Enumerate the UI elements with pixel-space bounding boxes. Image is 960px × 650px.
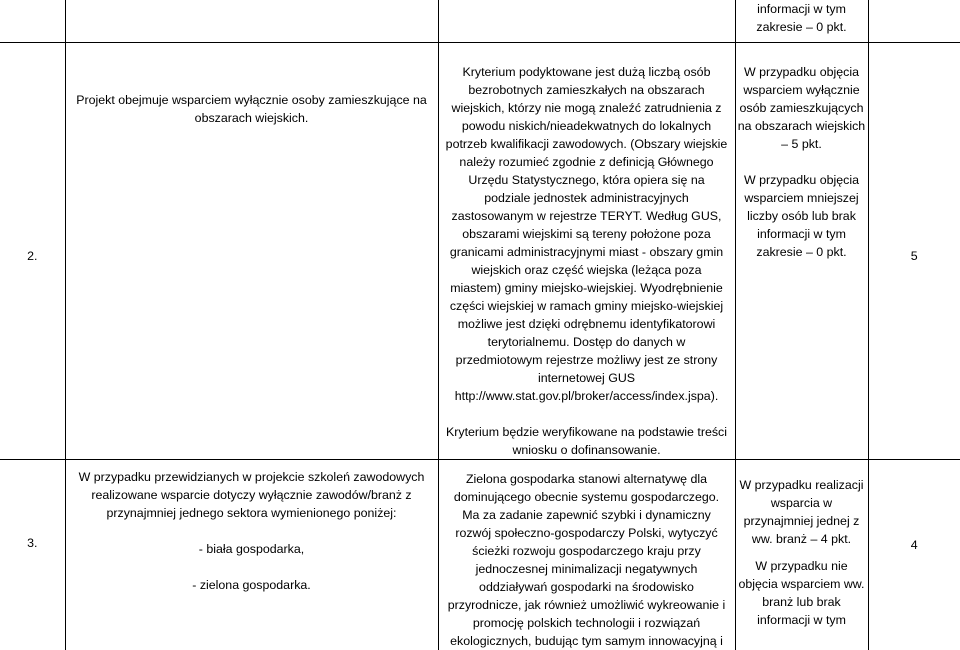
scoring-cell	[735, 0, 868, 42]
scoring-cell	[735, 42, 868, 459]
project-cell	[65, 459, 438, 650]
sector-item: - biała gospodarka,	[198, 541, 305, 556]
project-description: Projekt obejmuje wsparciem wyłącznie osoby zamieszkujące na obszarach wiejskich.	[76, 92, 427, 125]
scoring-text: W przypadku objęcia wsparciem mniejszej liczby osób lub brak informacji w tym zakresie – 0 pkt.	[743, 172, 859, 259]
rule-text: Zielona gospodarka stanowi alternatywę dla dominującego obecnie systemu gospodarczego. Ma za zadanie zapewnić szybki i dynamiczny rozwój społeczno-gospodarczy Polski, wytyczyć ścieżki rozwoju gospodarczego kraju przy jednoczesnej minimalizacji negatywnych oddziaływań gospodarki na środowisko przyrodnicze, jak również umożliwić wykreowanie i promocję polskich technologii i rozwiązań ekologicznych, budując tym samym innowacyjną i	[447, 471, 726, 648]
max-points: 5	[910, 248, 918, 263]
project-cell	[65, 0, 438, 42]
rule-text: Kryterium podyktowane jest dużą liczbą osób bezrobotnych zamieszkałych na obszarach wiejskich, którzy nie mogą znaleźć zatrudnienia z powodu niskich/nieadekwatnych do lokalnych potrzeb kwalifikacji zawodowych. (Obszary wiejskie należy rozumieć zgodnie z definicją Głównego Urzędu Statystycznego, która opiera się na podziale jednostek administracyjnych zastosowanym w rejestrze TERYT. Według GUS, obszarami wiejskimi są tereny położone poza granicami administracyjnymi miast - obszary gmin wiejskich oraz część wiejska (leżąca poza miastem) gminy miejsko-wiejskiej. Wyodrębnienie części wiejskiej w ramach gminy miejsko-wiejskiej możliwe jest dzięki odrębnemu identyfikatorowi terytorialnemu. Dostęp do danych w przedmiotowym rejestrze możliwy jest ze strony internetowej GUS http://www.stat.gov.pl/broker/access/index.jspa).	[445, 64, 728, 403]
row-number: 2.	[27, 248, 38, 263]
project-description: W przypadku przewidzianych w projekcie szkoleń zawodowych realizowane wsparcie dotyczy wyłącznie zawodów/branż z przynajmniej jednego sektora wymienionego poniżej:	[78, 469, 425, 520]
rule-cell	[438, 42, 735, 459]
points-cell	[868, 0, 960, 42]
number-cell	[0, 459, 65, 650]
table-row	[0, 42, 960, 459]
row-number: 3.	[27, 535, 38, 550]
max-points: 4	[910, 537, 918, 552]
project-cell	[65, 42, 438, 459]
scoring-text: informacji w tym zakresie – 0 pkt.	[756, 2, 847, 34]
sector-item: - zielona gospodarka.	[192, 577, 311, 592]
points-cell	[868, 459, 960, 650]
scoring-text: W przypadku realizacji wsparcia w przynajmniej jednej z ww. branż – 4 pkt.	[739, 477, 864, 546]
scoring-text: W przypadku objęcia wsparciem wyłącznie osób zamieszkujących na obszarach wiejskich – 5 pkt.	[737, 64, 866, 151]
scoring-text: W przypadku nie objęcia wsparciem ww. branż lub brak informacji w tym	[738, 558, 865, 627]
number-cell	[0, 0, 65, 42]
rule-cell	[438, 459, 735, 650]
table-row	[0, 0, 960, 42]
table-row	[0, 459, 960, 650]
number-cell	[0, 42, 65, 459]
rule-cell	[438, 0, 735, 42]
points-cell	[868, 42, 960, 459]
verification-text: Kryterium będzie weryfikowane na podstawie treści wniosku o dofinansowanie.	[446, 424, 727, 457]
scoring-cell	[735, 459, 868, 650]
